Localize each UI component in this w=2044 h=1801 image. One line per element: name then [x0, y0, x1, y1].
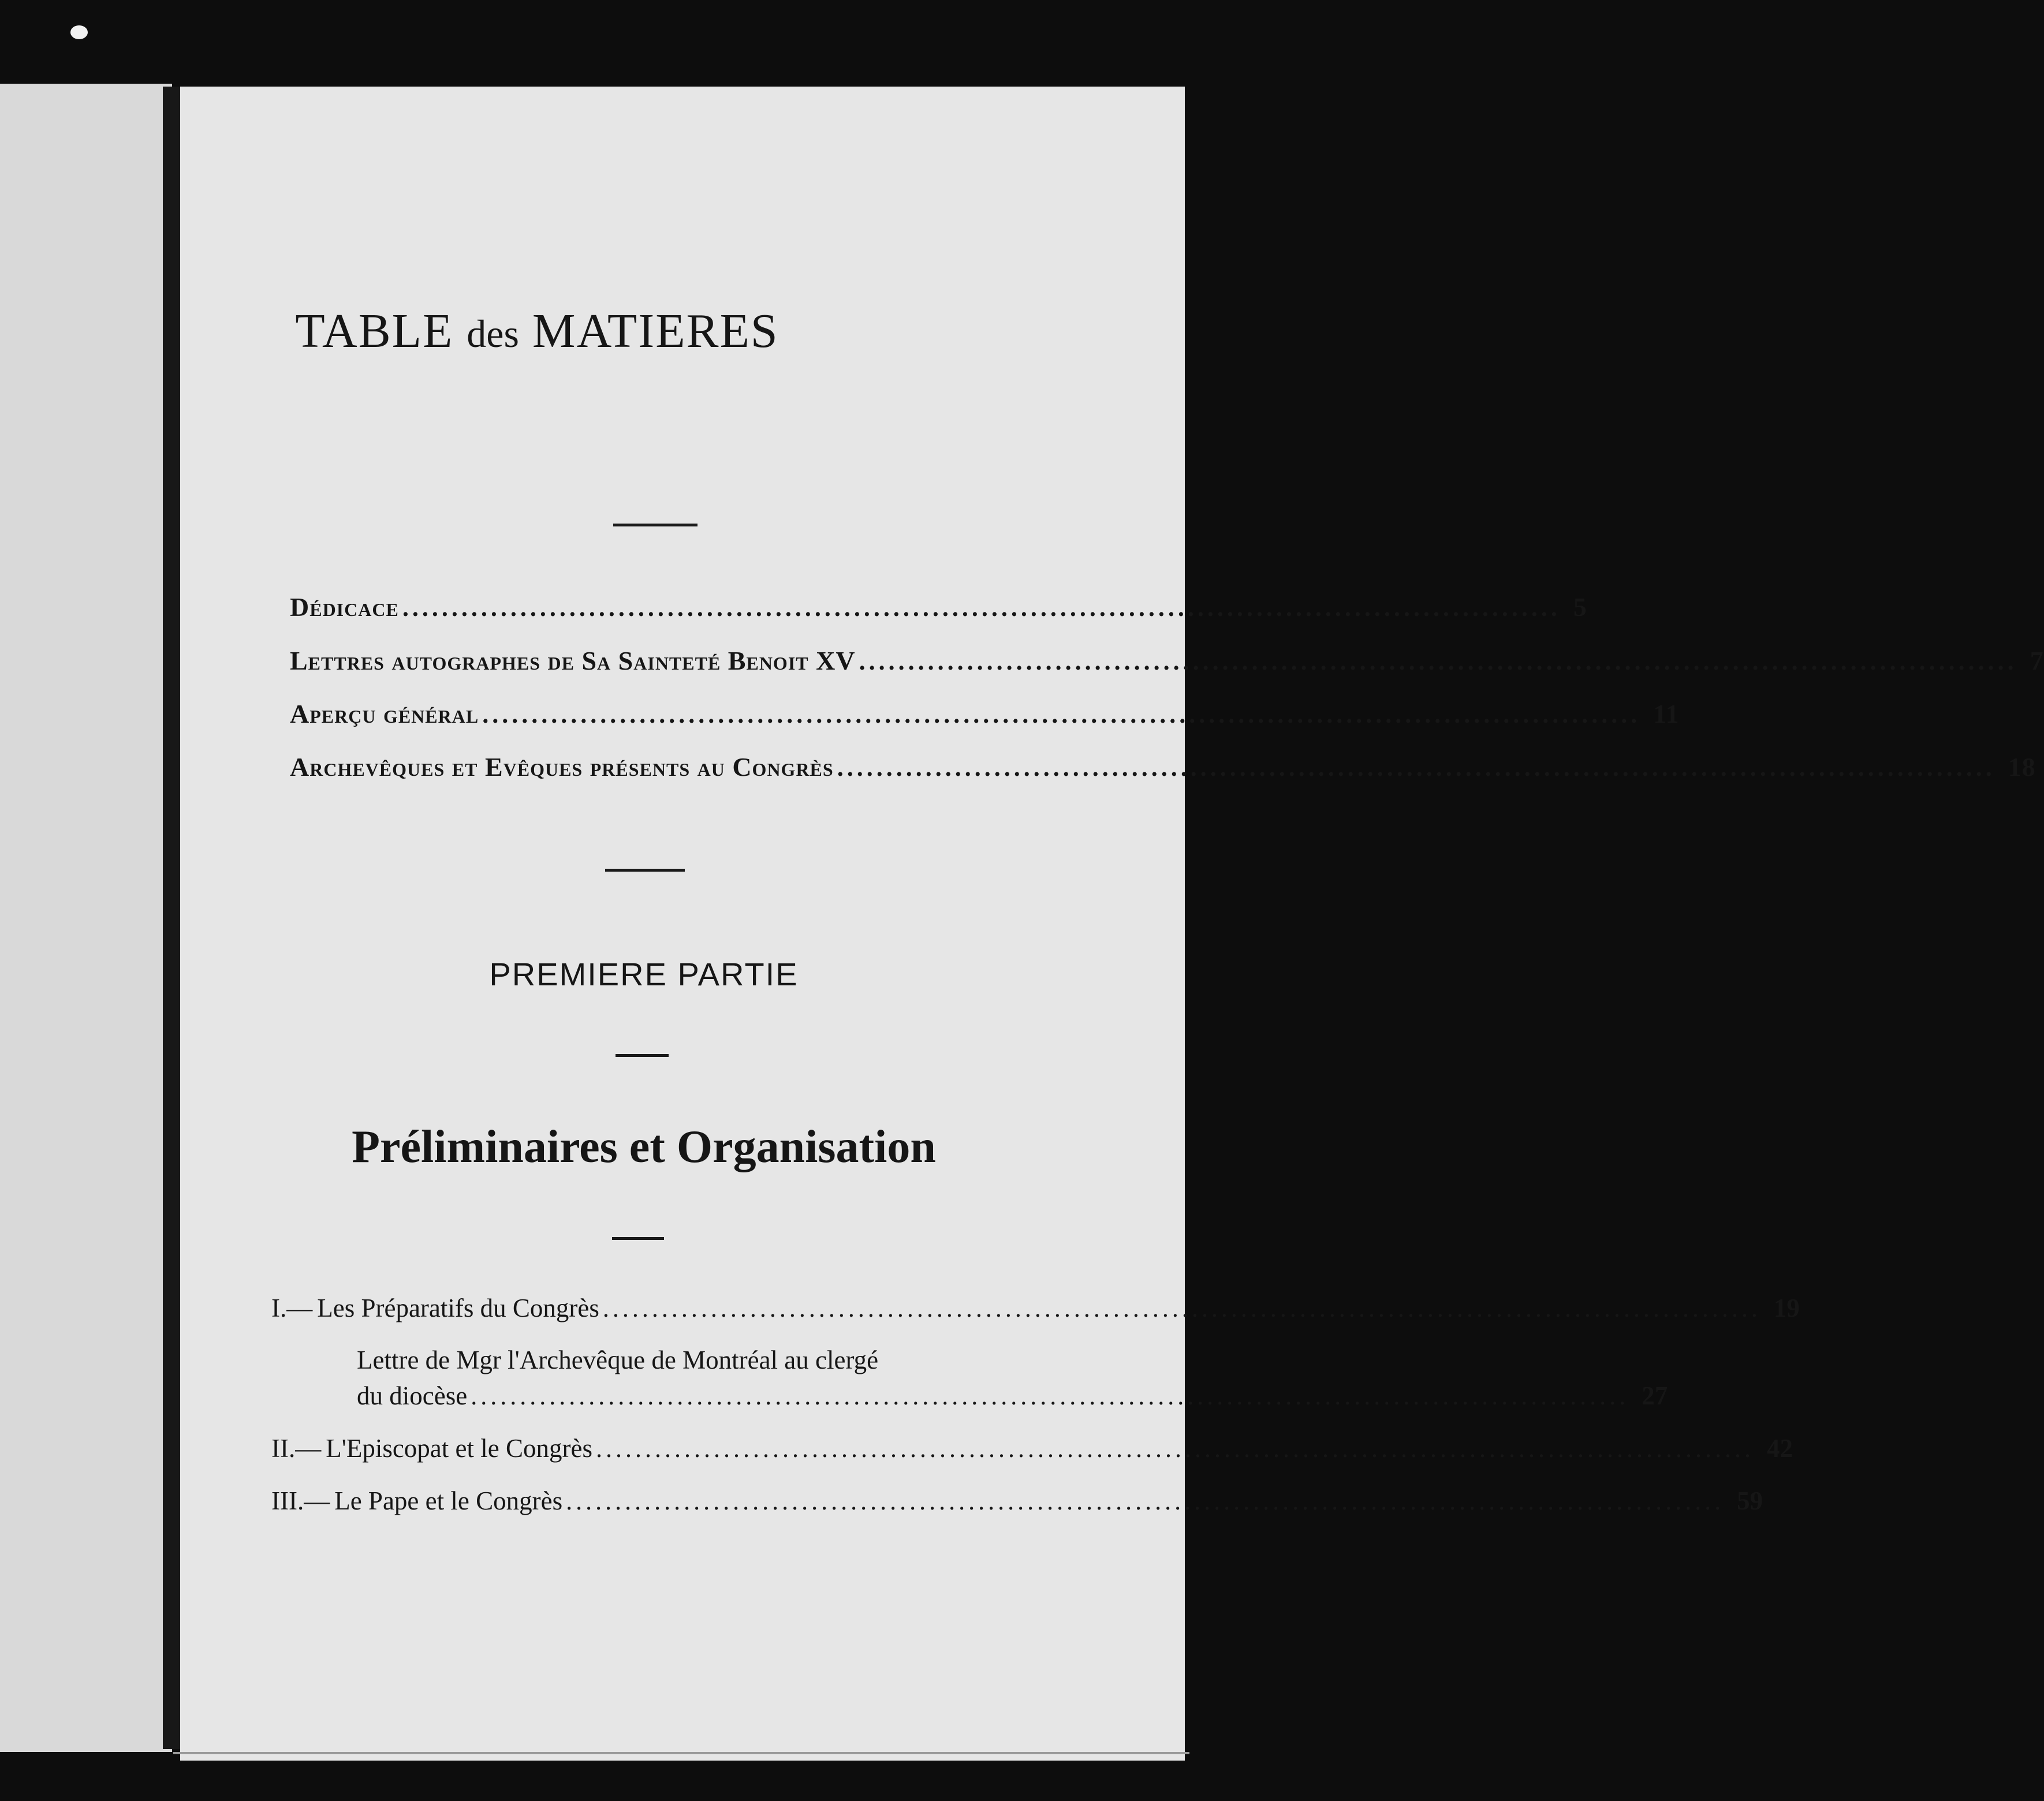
- book-binding: [163, 87, 182, 1749]
- toc-entry-page: 18: [2008, 752, 2036, 782]
- dot-leader: ......................................................................................................................: [602, 1294, 1761, 1322]
- toc-entry-label: Archevêques et Evêques présents au Congrès: [290, 752, 834, 782]
- toc-entry-label: Lettres autographes de Sa Sainteté Benoit XV: [290, 646, 856, 675]
- dot-leader: ......................................................................................................................: [595, 1434, 1754, 1463]
- chapter-number: II.—: [271, 1434, 322, 1463]
- sub-entry-page: 27: [1642, 1381, 1668, 1410]
- sub-entry-line-2: du diocèse: [357, 1381, 468, 1410]
- toc-entry-page: 11: [1653, 699, 1680, 728]
- chapter-entry: [271, 1293, 1800, 1323]
- chapter-number: I.—: [271, 1294, 313, 1322]
- toc-entry-page: 7: [2030, 646, 2044, 675]
- chapter-title: Les Préparatifs du Congrès: [317, 1294, 599, 1322]
- film-speck: [70, 25, 88, 39]
- toc-entry-label: Dédicace: [290, 592, 399, 622]
- title-word-matieres: MATIERES: [532, 304, 779, 358]
- dot-leader: ......................................................................................................................: [471, 1382, 1629, 1410]
- page-title: [219, 303, 855, 359]
- part-divider: [616, 1054, 669, 1057]
- dot-leader: ......................................................................................................................: [402, 593, 1561, 622]
- sub-entry-line-1: Lettre de Mgr l'Archevêque de Montréal au clergé: [357, 1346, 879, 1374]
- toc-entry: [290, 645, 2044, 676]
- chapter-page: 42: [1766, 1434, 1793, 1463]
- chapter-entry: [271, 1486, 1763, 1516]
- page-bottom-edge: [173, 1752, 1189, 1754]
- dot-leader: ......................................................................................................................: [566, 1487, 1725, 1515]
- title-word-des: des: [467, 312, 519, 356]
- chapter-page: 59: [1737, 1486, 1763, 1515]
- title-word-table: TABLE: [295, 304, 454, 358]
- chapter-page: 19: [1773, 1294, 1800, 1322]
- part-heading: PREMIERE PARTIE: [489, 956, 799, 992]
- chapter-entry: [271, 1433, 1793, 1463]
- section-divider: [605, 869, 685, 872]
- sub-entry: [357, 1381, 1668, 1411]
- section-title-divider: [612, 1237, 664, 1240]
- toc-entry: [290, 698, 1680, 729]
- toc-entry: [290, 752, 2036, 782]
- title-divider: [613, 524, 698, 526]
- dot-leader: ......................................................................................................................: [859, 647, 2017, 675]
- dot-leader: ......................................................................................................................: [837, 753, 1995, 782]
- toc-entry: [290, 592, 1587, 622]
- toc-entry-page: 5: [1573, 592, 1587, 622]
- chapter-title: Le Pape et le Congrès: [334, 1486, 563, 1515]
- chapter-number: III.—: [271, 1486, 330, 1515]
- toc-entry-label: Aperçu général: [290, 699, 479, 728]
- chapter-title: L'Episcopat et le Congrès: [326, 1434, 592, 1463]
- section-title: Préliminaires et Organisation: [352, 1122, 936, 1172]
- left-page-edge: [0, 84, 172, 1752]
- dot-leader: ......................................................................................................................: [482, 700, 1641, 728]
